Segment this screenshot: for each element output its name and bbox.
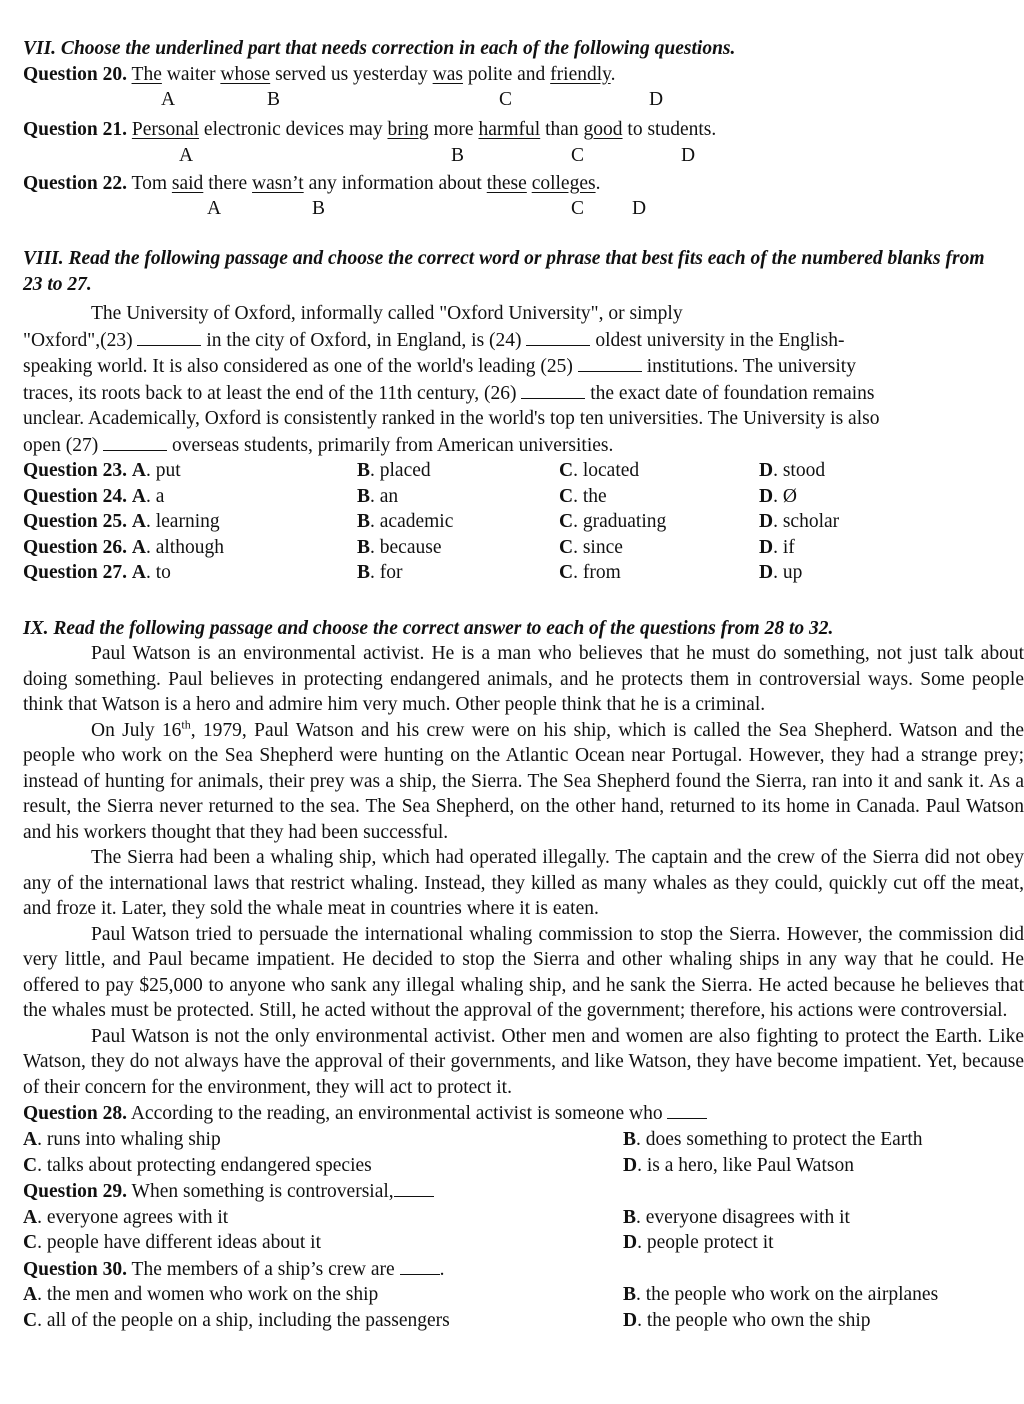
q22-letter-a: A	[207, 198, 222, 219]
question-20	[23, 62, 1024, 88]
q29-option-a[interactable]: everyone agrees with it	[46, 1206, 229, 1228]
question-20-label: Question 20.	[23, 63, 128, 85]
q22-text: Tom	[131, 172, 172, 194]
q26-option-b[interactable]: because	[379, 536, 442, 558]
option-letter: B	[623, 1128, 637, 1150]
q22-letter-c: C	[571, 198, 585, 219]
passage-paragraph-5: Paul Watson is not the only environmental activist. Other men and women are also fighting to protect the Earth. Like Watson, they do not always have the approval of their governments, and like Watson, they have become impatient. Yet, because of their concern for the environment, they will act to protect it.	[23, 1025, 1024, 1098]
passage-line: unclear. Academically, Oxford is consistently ranked in the world's top ten universities. The University is also	[23, 408, 880, 429]
option-letter: C	[559, 562, 574, 584]
blank-27[interactable]	[103, 432, 167, 451]
worksheet-page	[23, 36, 1024, 1334]
section-vii-heading: VII. Choose the underlined part that needs correction in each of the following questions.	[23, 38, 736, 59]
option-letter: A	[23, 1206, 38, 1228]
option-letter: B	[623, 1206, 637, 1228]
q20-part-b: whose	[220, 63, 271, 85]
q20-text: .	[610, 63, 616, 85]
q22-part-c: these	[486, 172, 527, 194]
passage-line	[23, 432, 1024, 459]
q20-letter-a: A	[161, 89, 176, 110]
option-letter: D	[623, 1232, 638, 1254]
question-24: Question 24. A. a B. an C. the D. Ø	[23, 485, 797, 507]
passage-text: "Oxford",(23)	[23, 329, 133, 351]
option-letter: B	[357, 460, 371, 481]
q20-text: served us yesterday	[270, 63, 433, 85]
question-29	[23, 1178, 1024, 1205]
q28-options-row-2: C. talks about protecting endangered species D. is a hero, like Paul Watson	[23, 1154, 854, 1176]
question-21-label: Question 21.	[23, 119, 128, 140]
option-letter: C	[559, 460, 574, 481]
option-letter: D	[759, 511, 774, 533]
passage-text: in the city of Oxford, in England, is (24)	[206, 329, 522, 351]
q21-text: electronic devices may	[199, 119, 388, 140]
option-letter: D	[623, 1309, 638, 1331]
question-28	[23, 1100, 1024, 1127]
q23-option-d[interactable]: stood	[782, 460, 826, 481]
q22-part-a: said	[171, 172, 204, 194]
question-28-text: According to the reading, an environmental activist is someone who	[130, 1103, 663, 1125]
q30-option-d[interactable]: the people who own the ship	[646, 1309, 871, 1331]
passage-text: oldest university in the English-	[595, 329, 845, 351]
q29-option-d[interactable]: people protect it	[646, 1232, 774, 1254]
option-letter: B	[357, 562, 371, 584]
question-25: Question 25. A. learning B. academic C. graduating D. scholar	[23, 511, 840, 533]
q20-part-c: was	[432, 63, 463, 85]
q24-option-c[interactable]: the	[582, 485, 607, 507]
q30-option-c[interactable]: all of the people on a ship, including the passengers	[46, 1309, 450, 1331]
q22-letter-d: D	[632, 198, 647, 219]
q28-option-a[interactable]: runs into whaling ship	[46, 1128, 221, 1150]
passage-text: speaking world. It is also considered as one of the world's leading (25)	[23, 356, 573, 377]
q21-text: to students.	[622, 119, 717, 140]
q21-letter-c: C	[571, 144, 585, 166]
option-letter: D	[623, 1154, 638, 1176]
q30-options-row-1: A. the men and women who work on the ship B. the people who work on the airplanes	[23, 1284, 939, 1306]
blank-25[interactable]	[578, 353, 642, 372]
option-letter: A	[131, 511, 146, 533]
q28-option-c[interactable]: talks about protecting endangered species	[46, 1154, 372, 1176]
q20-part-d: friendly	[550, 63, 611, 85]
passage-text: institutions. The university	[646, 356, 856, 377]
q26-option-c[interactable]: since	[582, 536, 623, 558]
option-letter: D	[759, 536, 774, 558]
q27-option-b[interactable]: for	[379, 562, 403, 584]
q21-letter-b: B	[451, 144, 465, 166]
passage-text: traces, its roots back to at least the end of the 11th century, (26)	[23, 382, 517, 404]
question-30-text: The members of a ship’s crew are	[131, 1258, 395, 1280]
q20-letter-c: C	[499, 89, 513, 110]
section-ix-heading: IX. Read the following passage and choose the correct answer to each of the questions from 28 to 32.	[23, 617, 834, 639]
question-26-label: Question 26.	[23, 536, 128, 558]
q24-option-a[interactable]: a	[155, 485, 165, 507]
question-29-label: Question 29.	[23, 1181, 128, 1203]
q24-option-d[interactable]: Ø	[782, 485, 797, 507]
q28-option-d[interactable]: is a hero, like Paul Watson	[646, 1154, 854, 1176]
passage-paragraph-1: Paul Watson is an environmental activist. He is a man who believes that he must do something, not just talk about doing something. Paul believes in protecting endangered animals, and he protects them in controversial ways. Some people think that Watson is a hero and admire him very much. Other people think that he is a criminal.	[23, 643, 1024, 716]
q25-option-d[interactable]: scholar	[782, 511, 840, 533]
option-letter: B	[357, 485, 371, 507]
passage-text: the exact date of foundation remains	[590, 382, 875, 404]
q27-option-c[interactable]: from	[582, 562, 621, 584]
q20-letters	[23, 87, 1024, 113]
option-letter: C	[559, 536, 574, 558]
q22-text: .	[595, 172, 601, 194]
q23-option-c[interactable]: located	[582, 460, 640, 481]
option-letter: D	[759, 562, 774, 584]
option-letter: A	[131, 485, 146, 507]
passage-text: open (27)	[23, 434, 99, 456]
question-28-label: Question 28.	[23, 1103, 128, 1125]
option-letter: C	[23, 1154, 38, 1176]
passage-text: , 1979, Paul Watson and his crew were on his ship, which is called the Sea Shepherd. Watson and the people who work on the Sea Shepherd were hunting on the Atlantic Ocean near Portugal. However, they had a strange prey; instead of hunting for animals, their prey was a ship, the Sierra. The Sea Shepherd found the Sierra, ran into it and sank it. As a result, the Sierra never returned to the sea. The Sea Shepherd, on the other hand, returned to its home in Canada. Paul Watson and his workers thought that they had been successful.	[23, 719, 1024, 843]
q28-options-row-1: A. runs into whaling ship B. does something to protect the Earth	[23, 1128, 923, 1150]
q21-text: more	[428, 119, 479, 140]
q21-letter-a: A	[179, 144, 194, 166]
q29-option-c[interactable]: people have different ideas about it	[46, 1232, 322, 1254]
q27-option-a[interactable]: to	[155, 562, 171, 584]
question-26: Question 26. A. although B. because C. since D. if	[23, 536, 795, 558]
option-letter: D	[759, 485, 774, 507]
option-letter: A	[23, 1128, 38, 1150]
q21-part-a: Personal	[131, 119, 200, 140]
option-letter: C	[23, 1309, 38, 1331]
q21-part-c: harmful	[478, 119, 541, 140]
q29-option-b[interactable]: everyone disagrees with it	[645, 1206, 850, 1228]
q22-part-d: colleges	[531, 172, 596, 194]
q21-part-d: good	[583, 119, 623, 140]
option-letter: A	[131, 536, 146, 558]
q23-option-a[interactable]: put	[155, 460, 181, 481]
passage-text: th	[181, 717, 191, 732]
question-30-label: Question 30.	[23, 1258, 128, 1280]
q26-option-d[interactable]: if	[782, 536, 795, 558]
q21-text: than	[540, 119, 584, 140]
passage-watson	[23, 641, 1024, 1100]
question-27: Question 27. A. to B. for C. from D. up	[23, 562, 803, 584]
section-viii-heading: VIII. Read the following passage and choose the correct word or phrase that best fits each of the numbered blanks from 23 to 27.	[23, 248, 985, 295]
q20-text: waiter	[161, 63, 221, 85]
passage-text: On July 16	[91, 719, 182, 741]
question-23: Question 23. A. put B. placed C. located D. stood	[23, 460, 826, 481]
q23-option-b[interactable]: placed	[379, 460, 431, 481]
q21-letter-d: D	[681, 144, 696, 166]
q22-part-b: wasn’t	[252, 172, 304, 194]
passage-line	[23, 380, 1024, 407]
blank-24[interactable]	[526, 327, 590, 346]
q24-option-b[interactable]: an	[379, 485, 399, 507]
passage-paragraph-2	[23, 718, 1024, 846]
option-letter: B	[357, 511, 371, 533]
question-23-label: Question 23.	[23, 460, 128, 481]
q20-part-a: The	[131, 63, 162, 85]
option-letter: C	[559, 485, 574, 507]
option-letter: C	[23, 1232, 38, 1254]
q25-option-b[interactable]: academic	[379, 511, 454, 533]
q30-option-b[interactable]: the people who work on the airplanes	[645, 1284, 939, 1306]
question-25-label: Question 25.	[23, 511, 128, 533]
q30-options-row-2: C. all of the people on a ship, including the passengers D. the people who own the ship	[23, 1309, 871, 1331]
q26-option-a[interactable]: although	[155, 536, 224, 558]
option-letter: B	[357, 536, 371, 558]
passage-line	[23, 327, 1024, 354]
passage-paragraph-4: Paul Watson tried to persuade the international whaling commission to stop the Sierra. However, the commission did very little, and Paul became impatient. He decided to stop the Sierra and other whaling ships in any way that he could. He offered to pay $25,000 to anyone who sank any illegal whaling ship, and he sank the Sierra. He acted because he believes that the whales must be protected. Still, he acted without the approval of the government; therefore, his actions were controversial.	[23, 923, 1024, 1022]
q21-part-b: bring	[387, 119, 429, 140]
question-29-text: When something is controversial,	[131, 1181, 394, 1203]
q25-option-a[interactable]: learning	[155, 511, 220, 533]
q22-letters	[23, 196, 1024, 222]
q29-options-row-1: A. everyone agrees with it B. everyone disagrees with it	[23, 1206, 850, 1228]
q22-text: any information about	[303, 172, 487, 194]
option-letter: D	[759, 460, 774, 481]
q20-letter-b: B	[267, 89, 281, 110]
option-letter: B	[623, 1284, 637, 1306]
passage-line	[23, 353, 1024, 380]
question-30: Question 30. The members of a ship’s crew are .	[23, 1256, 1024, 1283]
question-24-label: Question 24.	[23, 485, 128, 507]
option-letter: A	[131, 460, 146, 481]
q30-option-a[interactable]: the men and women who work on the ship	[46, 1284, 379, 1306]
q20-letter-d: D	[649, 89, 664, 110]
blank-26[interactable]	[521, 380, 585, 399]
blank-28[interactable]	[667, 1100, 707, 1119]
passage-text: overseas students, primarily from American universities.	[172, 434, 614, 456]
q20-text: polite and	[462, 63, 551, 85]
question-27-label: Question 27.	[23, 562, 128, 584]
passage-line: The University of Oxford, informally called "Oxford University", or simply	[91, 303, 683, 324]
question-22	[23, 171, 1024, 197]
q27-option-d[interactable]: up	[782, 562, 803, 584]
blank-23[interactable]	[137, 327, 201, 346]
q28-option-b[interactable]: does something to protect the Earth	[645, 1128, 923, 1150]
option-letter: A	[131, 562, 146, 584]
blank-29[interactable]	[394, 1178, 434, 1197]
q22-letter-b: B	[312, 198, 326, 219]
blank-30[interactable]	[400, 1256, 440, 1275]
question-21	[23, 117, 1024, 143]
passage-paragraph-3: The Sierra had been a whaling ship, which had operated illegally. The captain and the crew of the Sierra did not obey any of the international laws that restrict whaling. Instead, they killed as many whales as they could, quickly cut off the meat, and froze it. Later, they sold the whale meat in countries where it is eaten.	[23, 847, 1024, 920]
q22-text: there	[203, 172, 253, 194]
option-letter: C	[559, 511, 574, 533]
q21-letters	[23, 143, 1024, 169]
option-letter: A	[23, 1284, 38, 1306]
q25-option-c[interactable]: graduating	[582, 511, 667, 533]
q29-options-row-2: C. people have different ideas about it D. people protect it	[23, 1232, 774, 1254]
question-22-label: Question 22.	[23, 172, 128, 194]
